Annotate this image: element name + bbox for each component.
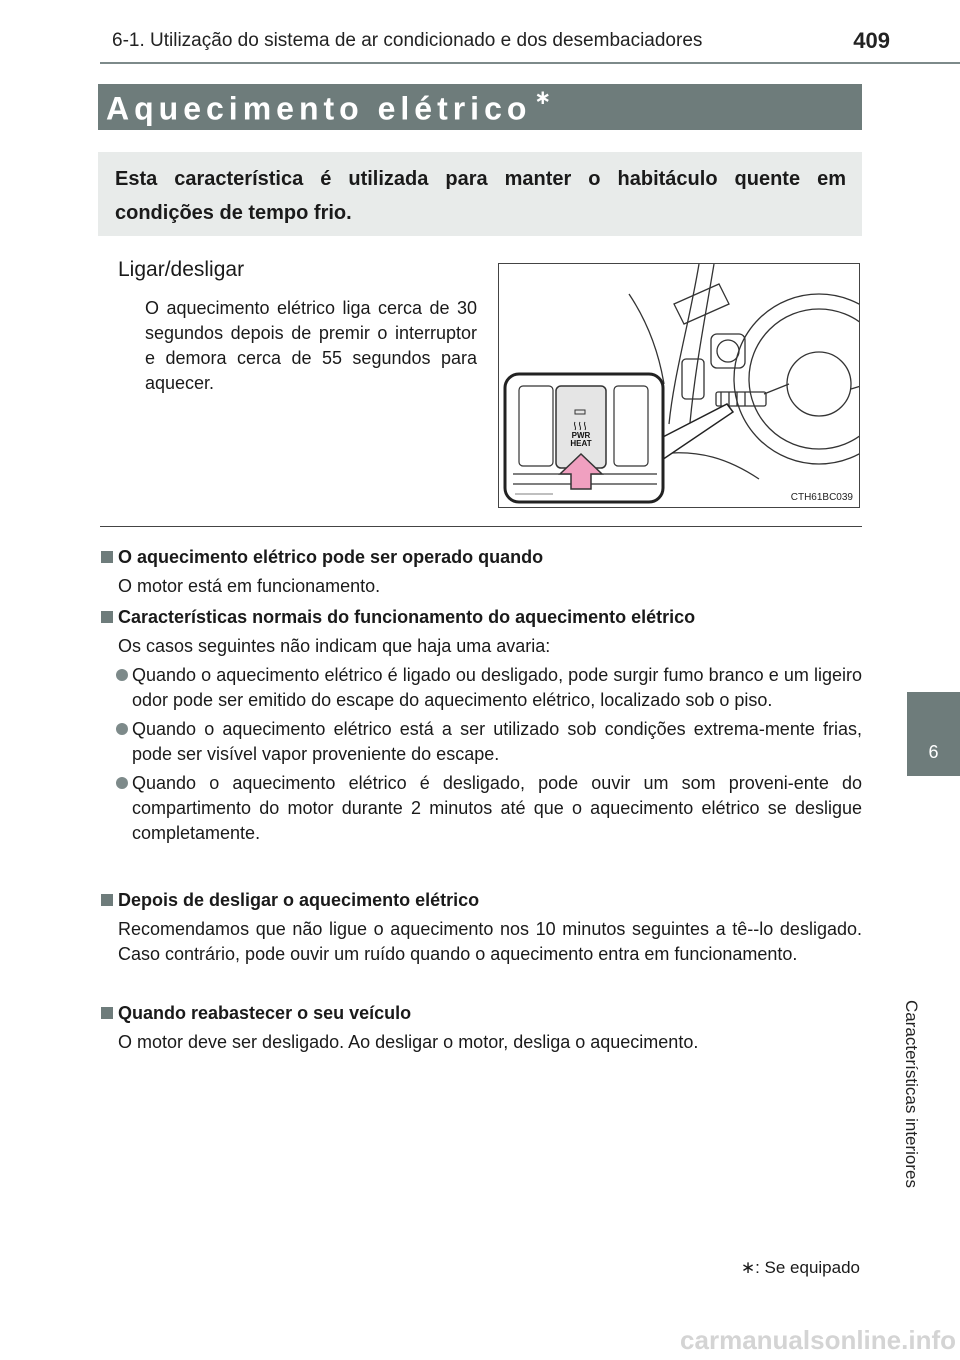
section-title-text: Aquecimento elétrico bbox=[106, 90, 532, 127]
bullet-icon bbox=[116, 723, 128, 735]
section-divider bbox=[100, 526, 862, 527]
section-body: Recomendamos que não ligue o aquecimento nos 10 minutos seguintes a tê--lo desligado. Caso contrário, pode ouvir um ruído quando o aquecimento entra em funcionamento. bbox=[118, 919, 862, 964]
section-body: Os casos seguintes não indicam que haja uma avaria: bbox=[118, 636, 551, 656]
list-item-text: Quando o aquecimento elétrico é ligado ou desligado, pode surgir fumo branco e um ligeiro odor pode ser emitido do escape do aquecimento elétrico, localizado sob o piso. bbox=[132, 665, 862, 710]
watermark: carmanualsonline.info bbox=[680, 1325, 956, 1355]
figure-code: CTH61BC039 bbox=[790, 492, 853, 503]
list-item bbox=[100, 771, 862, 846]
section-title-bar bbox=[98, 84, 862, 130]
page-number: 409 bbox=[853, 28, 890, 53]
chapter-number: 6 bbox=[928, 742, 939, 762]
section-title bbox=[106, 89, 551, 128]
section-normal-operation bbox=[100, 605, 862, 846]
section-after-switching-off bbox=[100, 888, 862, 967]
section-refueling bbox=[100, 1001, 862, 1055]
switch-label-line2: HEAT bbox=[570, 439, 592, 448]
on-off-heading: Ligar/desligar bbox=[118, 258, 245, 281]
heater-switch-figure bbox=[498, 263, 860, 508]
bullet-icon bbox=[116, 777, 128, 789]
section-body: O motor deve ser desligado. Ao desligar o motor, desliga o aquecimento. bbox=[118, 1032, 699, 1052]
on-off-description: O aquecimento elétrico liga cerca de 30 segundos depois de premir o interruptor e demora cerca de 55 segundos para aquecer. bbox=[145, 298, 477, 393]
list-item-text: Quando o aquecimento elétrico está a ser utilizado sob condições extrema-mente frias, pode ser visível vapor proveniente do escape. bbox=[132, 719, 862, 764]
heater-switch-illustration bbox=[499, 264, 860, 508]
bullet-icon bbox=[116, 669, 128, 681]
page-header-title: 6-1. Utilização do sistema de ar condicionado e dos desembaciadores bbox=[112, 30, 703, 51]
section-body: O motor está em funcionamento. bbox=[118, 576, 381, 596]
section-heading: Características normais do funcionamento do aquecimento elétrico bbox=[100, 605, 862, 630]
chapter-tab bbox=[907, 692, 960, 776]
section-operating-conditions bbox=[100, 545, 862, 599]
section-heading: O aquecimento elétrico pode ser operado quando bbox=[100, 545, 862, 570]
equipped-marker: ∗ bbox=[534, 87, 552, 109]
header-divider bbox=[100, 62, 960, 64]
list-item bbox=[100, 717, 862, 767]
footnote: ∗: Se equipado bbox=[740, 1258, 860, 1277]
intro-box: Esta característica é utilizada para manter o habitáculo quente em condições de tempo frio. bbox=[98, 152, 862, 236]
list-item bbox=[100, 663, 862, 713]
switch-label-line1: PWR bbox=[571, 431, 591, 440]
list-item-text: Quando o aquecimento elétrico é desligado, pode ouvir um som proveni-ente do compartimento do motor durante 2 minutos até que o aquecimento elétrico se desligue completamente. bbox=[132, 773, 862, 843]
section-heading: Quando reabastecer o seu veículo bbox=[100, 1001, 862, 1026]
section-heading: Depois de desligar o aquecimento elétrico bbox=[100, 888, 862, 913]
chapter-label: Características interiores bbox=[902, 1000, 921, 1189]
